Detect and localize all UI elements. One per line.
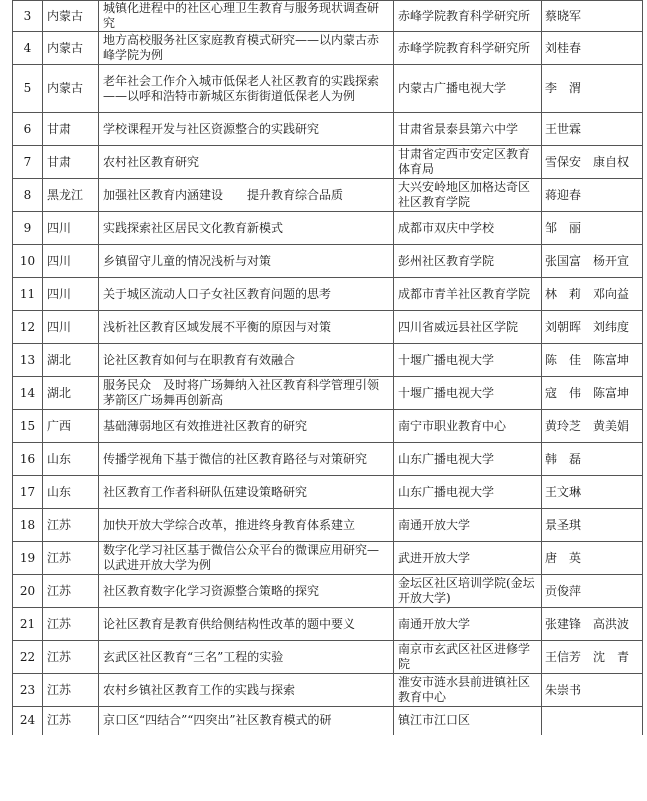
table-row	[13, 212, 643, 245]
row-number: 22	[13, 641, 43, 674]
institution-cell: 南通开放大学	[394, 509, 542, 542]
institution-cell: 甘肃省景泰县第六中学	[394, 113, 542, 146]
province-cell: 山东	[43, 443, 99, 476]
paper-title-cell: 服务民众 及时将广场舞纳入社区教育科学管理引领茅箭区广场舞再创新高	[99, 377, 394, 410]
paper-title-cell: 论社区教育如何与在职教育有效融合	[99, 344, 394, 377]
table-row	[13, 146, 643, 179]
author-cell	[542, 707, 643, 735]
paper-title-cell: 浅析社区教育区域发展不平衡的原因与对策	[99, 311, 394, 344]
table-row	[13, 443, 643, 476]
table-row	[13, 311, 643, 344]
institution-cell: 武进开放大学	[394, 542, 542, 575]
table-row	[13, 278, 643, 311]
table-row	[13, 113, 643, 146]
row-number: 19	[13, 542, 43, 575]
institution-cell: 赤峰学院教育科学研究所	[394, 1, 542, 32]
author-cell: 陈 佳 陈富坤	[542, 344, 643, 377]
province-cell: 甘肃	[43, 113, 99, 146]
paper-title-cell: 实践探索社区居民文化教育新模式	[99, 212, 394, 245]
row-number: 20	[13, 575, 43, 608]
author-cell: 朱崇书	[542, 674, 643, 707]
institution-cell: 内蒙古广播电视大学	[394, 65, 542, 113]
table-row	[13, 32, 643, 65]
table-row	[13, 1, 643, 32]
paper-title-cell: 社区教育数字化学习资源整合策略的探究	[99, 575, 394, 608]
paper-title-cell: 数字化学习社区基于微信公众平台的微课应用研究—以武进开放大学为例	[99, 542, 394, 575]
paper-title-cell: 论社区教育是教育供给侧结构性改革的题中要义	[99, 608, 394, 641]
author-cell: 蒋迎春	[542, 179, 643, 212]
province-cell: 江苏	[43, 575, 99, 608]
row-number: 16	[13, 443, 43, 476]
institution-cell: 十堰广播电视大学	[394, 377, 542, 410]
table-row	[13, 707, 643, 735]
province-cell: 四川	[43, 278, 99, 311]
author-cell: 贡俊萍	[542, 575, 643, 608]
institution-cell: 南通开放大学	[394, 608, 542, 641]
document-page	[12, 0, 642, 735]
province-cell: 江苏	[43, 707, 99, 735]
institution-cell: 十堰广播电视大学	[394, 344, 542, 377]
paper-title-cell: 社区教育工作者科研队伍建设策略研究	[99, 476, 394, 509]
row-number: 4	[13, 32, 43, 65]
province-cell: 湖北	[43, 344, 99, 377]
paper-title-cell: 玄武区社区教育“三名”工程的实验	[99, 641, 394, 674]
row-number: 8	[13, 179, 43, 212]
paper-title-cell: 关于城区流动人口子女社区教育问题的思考	[99, 278, 394, 311]
institution-cell: 甘肃省定西市安定区教育体育局	[394, 146, 542, 179]
paper-title-cell: 老年社会工作介入城市低保老人社区教育的实践探索——以呼和浩特市新城区东街街道低保老人为例	[99, 65, 394, 113]
paper-title-cell: 京口区“四结合”“四突出”社区教育模式的研	[99, 707, 394, 735]
table-row	[13, 344, 643, 377]
row-number: 3	[13, 1, 43, 32]
author-cell: 黄玲芝 黄美娟	[542, 410, 643, 443]
paper-title-cell: 乡镇留守儿童的情况浅析与对策	[99, 245, 394, 278]
row-number: 6	[13, 113, 43, 146]
institution-cell: 南宁市职业教育中心	[394, 410, 542, 443]
institution-cell: 山东广播电视大学	[394, 443, 542, 476]
author-cell: 韩 磊	[542, 443, 643, 476]
table-body	[13, 1, 643, 735]
province-cell: 江苏	[43, 641, 99, 674]
table-row	[13, 608, 643, 641]
table-row	[13, 542, 643, 575]
author-cell: 李 渭	[542, 65, 643, 113]
author-cell: 王信芳 沈 青	[542, 641, 643, 674]
author-cell: 蔡晓军	[542, 1, 643, 32]
paper-title-cell: 农村乡镇社区教育工作的实践与探索	[99, 674, 394, 707]
row-number: 18	[13, 509, 43, 542]
institution-cell: 镇江市江口区	[394, 707, 542, 735]
institution-cell: 南京市玄武区社区进修学院	[394, 641, 542, 674]
paper-title-cell: 地方高校服务社区家庭教育模式研究——以内蒙古赤峰学院为例	[99, 32, 394, 65]
province-cell: 江苏	[43, 674, 99, 707]
author-cell: 王世霖	[542, 113, 643, 146]
paper-title-cell: 传播学视角下基于微信的社区教育路径与对策研究	[99, 443, 394, 476]
table-row	[13, 65, 643, 113]
table-row	[13, 509, 643, 542]
paper-title-cell: 农村社区教育研究	[99, 146, 394, 179]
author-cell: 张国富 杨开宣	[542, 245, 643, 278]
paper-title-cell: 加强社区教育内涵建设 提升教育综合品质	[99, 179, 394, 212]
author-cell: 张建锋 高洪波	[542, 608, 643, 641]
province-cell: 山东	[43, 476, 99, 509]
paper-title-cell: 基础薄弱地区有效推进社区教育的研究	[99, 410, 394, 443]
institution-cell: 四川省威远县社区学院	[394, 311, 542, 344]
province-cell: 江苏	[43, 542, 99, 575]
table-row	[13, 377, 643, 410]
paper-list-table	[12, 0, 643, 735]
author-cell: 刘桂春	[542, 32, 643, 65]
row-number: 23	[13, 674, 43, 707]
row-number: 9	[13, 212, 43, 245]
province-cell: 江苏	[43, 608, 99, 641]
institution-cell: 赤峰学院教育科学研究所	[394, 32, 542, 65]
institution-cell: 成都市双庆中学校	[394, 212, 542, 245]
row-number: 15	[13, 410, 43, 443]
author-cell: 雪保安 康自权	[542, 146, 643, 179]
table-row	[13, 476, 643, 509]
province-cell: 内蒙古	[43, 32, 99, 65]
institution-cell: 山东广播电视大学	[394, 476, 542, 509]
row-number: 10	[13, 245, 43, 278]
row-number: 5	[13, 65, 43, 113]
table-row	[13, 245, 643, 278]
author-cell: 寇 伟 陈富坤	[542, 377, 643, 410]
province-cell: 内蒙古	[43, 1, 99, 32]
paper-title-cell: 学校课程开发与社区资源整合的实践研究	[99, 113, 394, 146]
table-row	[13, 674, 643, 707]
province-cell: 江苏	[43, 509, 99, 542]
row-number: 11	[13, 278, 43, 311]
author-cell: 邹 丽	[542, 212, 643, 245]
province-cell: 四川	[43, 311, 99, 344]
institution-cell: 金坛区社区培训学院(金坛开放大学)	[394, 575, 542, 608]
author-cell: 林 莉 邓向益	[542, 278, 643, 311]
author-cell: 唐 英	[542, 542, 643, 575]
author-cell: 王文琳	[542, 476, 643, 509]
province-cell: 黑龙江	[43, 179, 99, 212]
table-row	[13, 410, 643, 443]
province-cell: 湖北	[43, 377, 99, 410]
row-number: 12	[13, 311, 43, 344]
province-cell: 广西	[43, 410, 99, 443]
institution-cell: 淮安市涟水县前进镇社区教育中心	[394, 674, 542, 707]
author-cell: 刘朝晖 刘纬度	[542, 311, 643, 344]
institution-cell: 成都市青羊社区教育学院	[394, 278, 542, 311]
province-cell: 四川	[43, 245, 99, 278]
table-row	[13, 179, 643, 212]
row-number: 7	[13, 146, 43, 179]
province-cell: 甘肃	[43, 146, 99, 179]
institution-cell: 彭州社区教育学院	[394, 245, 542, 278]
row-number: 17	[13, 476, 43, 509]
row-number: 24	[13, 707, 43, 735]
table-row	[13, 575, 643, 608]
paper-title-cell: 城镇化进程中的社区心理卫生教育与服务现状调查研究	[99, 1, 394, 32]
row-number: 13	[13, 344, 43, 377]
province-cell: 四川	[43, 212, 99, 245]
province-cell: 内蒙古	[43, 65, 99, 113]
institution-cell: 大兴安岭地区加格达奇区社区教育学院	[394, 179, 542, 212]
paper-title-cell: 加快开放大学综合改革，推进终身教育体系建立	[99, 509, 394, 542]
table-row	[13, 641, 643, 674]
author-cell: 景圣琪	[542, 509, 643, 542]
row-number: 14	[13, 377, 43, 410]
row-number: 21	[13, 608, 43, 641]
